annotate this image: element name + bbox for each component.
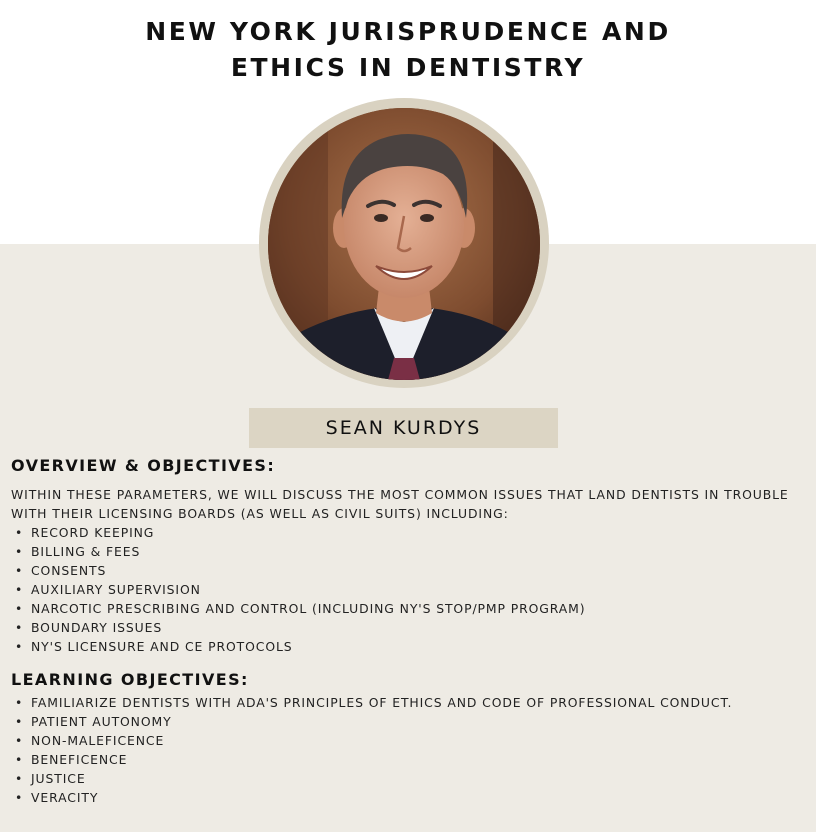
list-item: • NON-MALEFICENCE	[11, 731, 801, 750]
learning-objectives-list	[11, 693, 801, 807]
list-item: • JUSTICE	[11, 769, 801, 788]
overview-intro: WITHIN THESE PARAMETERS, WE WILL DISCUSS THE MOST COMMON ISSUES THAT LAND DENTISTS IN TROUBLE WITH THEIR LICENSING BOARDS (AS WELL AS CIVIL SUITS) INCLUDING:	[11, 487, 789, 521]
list-item: • NY'S LICENSURE AND CE PROTOCOLS	[11, 637, 801, 656]
list-item: • BENEFICENCE	[11, 750, 801, 769]
list-item: • AUXILIARY SUPERVISION	[11, 580, 801, 599]
content-section	[11, 455, 801, 807]
learning-objectives-heading: LEARNING OBJECTIVES:	[11, 670, 249, 689]
title-line-1: NEW YORK JURISPRUDENCE AND	[145, 17, 671, 46]
speaker-photo	[268, 108, 540, 380]
list-item: • BOUNDARY ISSUES	[11, 618, 801, 637]
list-item: • RECORD KEEPING	[11, 523, 801, 542]
portrait-image	[268, 108, 540, 380]
list-item: • PATIENT AUTONOMY	[11, 712, 801, 731]
list-item: • BILLING & FEES	[11, 542, 801, 561]
overview-heading: OVERVIEW & OBJECTIVES:	[11, 456, 276, 475]
list-item: • FAMILIARIZE DENTISTS WITH ADA'S PRINCIPLES OF ETHICS AND CODE OF PROFESSIONAL CONDUCT.	[11, 693, 801, 712]
overview-list	[11, 523, 801, 656]
document-title	[0, 14, 816, 86]
list-item: • CONSENTS	[11, 561, 801, 580]
speaker-name: SEAN KURDYS	[325, 417, 482, 439]
speaker-name-box	[249, 408, 558, 448]
list-item: • VERACITY	[11, 788, 801, 807]
title-line-2: ETHICS IN DENTISTRY	[230, 53, 586, 82]
list-item: • NARCOTIC PRESCRIBING AND CONTROL (INCLUDING NY'S STOP/PMP PROGRAM)	[11, 599, 801, 618]
